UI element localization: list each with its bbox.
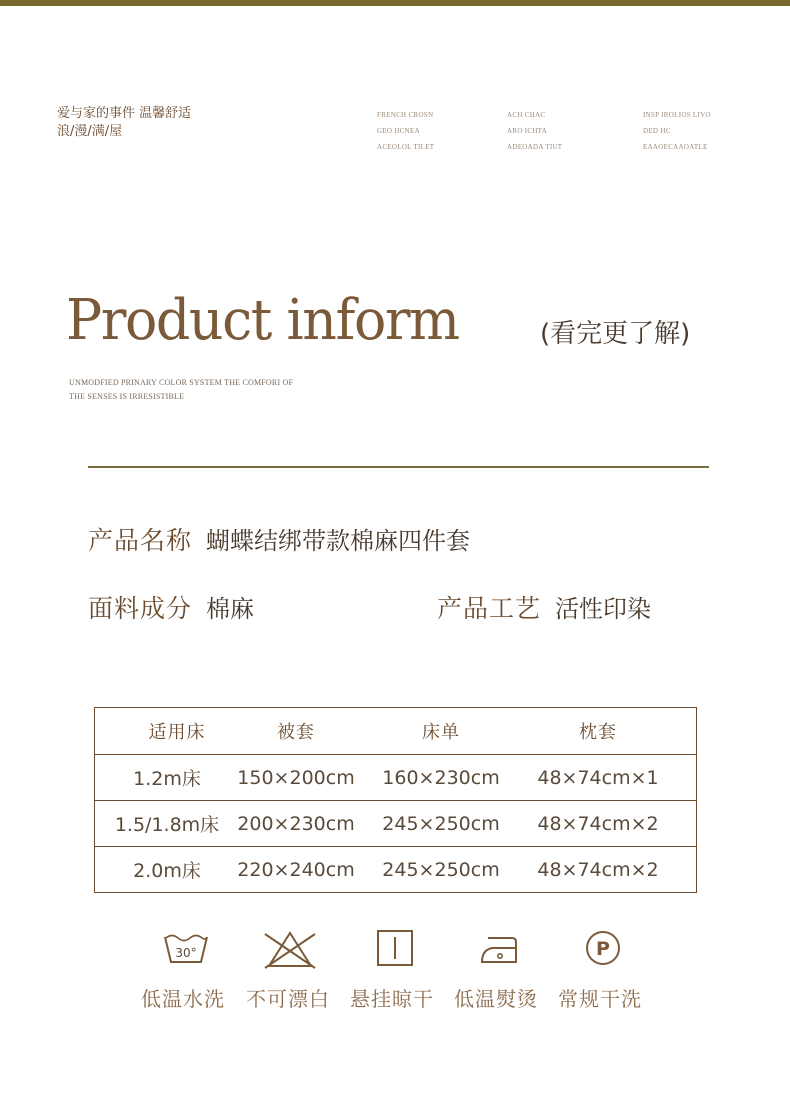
learn-more-note: (看完更了解): [540, 319, 691, 349]
low-iron-icon: [455, 928, 545, 973]
slogan-line-2: 浪/漫/满/屋: [57, 124, 123, 139]
dry-clean-p-icon: [558, 928, 648, 973]
tiny-text: FRENCH CROSN: [377, 111, 434, 119]
wash-temp-text: 30°: [175, 946, 197, 960]
table-cell: 1.2m床: [133, 768, 201, 790]
tiny-text: ACEOLOL TILET: [377, 143, 435, 151]
table-header: 枕套: [579, 722, 617, 743]
table-cell: 2.0m床: [133, 860, 201, 882]
craft-label: 产品工艺: [437, 594, 542, 623]
tiny-text-column-2: [507, 107, 562, 155]
table-header: 床单: [422, 722, 460, 743]
care-label-no-bleach: 不可漂白: [246, 987, 330, 1011]
fabric-label: 面料成分: [88, 594, 193, 623]
table-cell: 1.5/1.8m床: [114, 814, 220, 836]
table-cell: 48×74cm×1: [537, 766, 659, 789]
fabric-value: 棉麻: [206, 595, 255, 623]
tiny-text: DED HC: [643, 127, 671, 135]
table-row: [95, 755, 696, 800]
table-header: 被套: [277, 722, 315, 743]
tiny-text: INSP IROLIOS LIVO: [643, 111, 711, 119]
tiny-text-column-3: [643, 107, 711, 155]
care-label-hang-dry: 悬挂晾干: [350, 987, 434, 1011]
tiny-text-column-1: [377, 107, 434, 155]
table-header: 适用床: [148, 722, 206, 743]
product-name-row: [88, 521, 470, 557]
table-cell: 48×74cm×2: [537, 858, 659, 881]
table-cell: 48×74cm×2: [537, 812, 659, 835]
product-name-label: 产品名称: [88, 526, 193, 555]
tiny-text: ARO ICHTA: [507, 127, 548, 135]
table-cell: 160×230cm: [382, 766, 500, 789]
tiny-text: ACH CHAC: [507, 111, 546, 119]
page-title: Product inform: [66, 288, 459, 353]
dry-clean-letter: P: [596, 938, 610, 960]
tiny-text: ADEOADA TIUT: [507, 143, 563, 151]
craft-value: 活性印染: [555, 595, 652, 623]
product-name-value: 蝴蝶结绑带款棉麻四件套: [206, 527, 471, 555]
english-subtitle: [69, 376, 293, 404]
care-label-iron: 低温熨烫: [454, 987, 538, 1011]
wash-30-icon: [141, 928, 231, 973]
table-cell: 200×230cm: [237, 812, 355, 835]
care-label-wash: 低温水洗: [141, 987, 225, 1011]
tiny-text: EAAOECAAOATLE: [643, 143, 708, 151]
subtitle-line-2: THE SENSES IS IRRESISTIBLE: [69, 392, 185, 401]
table-cell: 150×200cm: [237, 766, 355, 789]
table-cell: 245×250cm: [382, 858, 500, 881]
table-cell: 220×240cm: [237, 858, 355, 881]
care-label-dry-clean: 常规干洗: [558, 987, 642, 1011]
subtitle-line-1: UNMODFIED PRINARY COLOR SYSTEM THE COMFORI OF: [69, 378, 294, 387]
table-header-row: [95, 708, 696, 754]
slogan: [57, 105, 191, 141]
table-row: [95, 801, 696, 846]
hang-dry-icon: [350, 928, 440, 973]
top-accent-bar: [0, 0, 790, 6]
fabric-row: [88, 589, 254, 625]
section-divider: [88, 466, 709, 468]
slogan-line-1: 爱与家的事件 温馨舒适: [57, 106, 192, 121]
no-bleach-icon: [245, 928, 335, 973]
craft-row: [437, 589, 651, 625]
table-cell: 245×250cm: [382, 812, 500, 835]
size-table: [94, 707, 697, 893]
tiny-text: GEO HCNEA: [377, 127, 420, 135]
table-row: [95, 847, 696, 892]
